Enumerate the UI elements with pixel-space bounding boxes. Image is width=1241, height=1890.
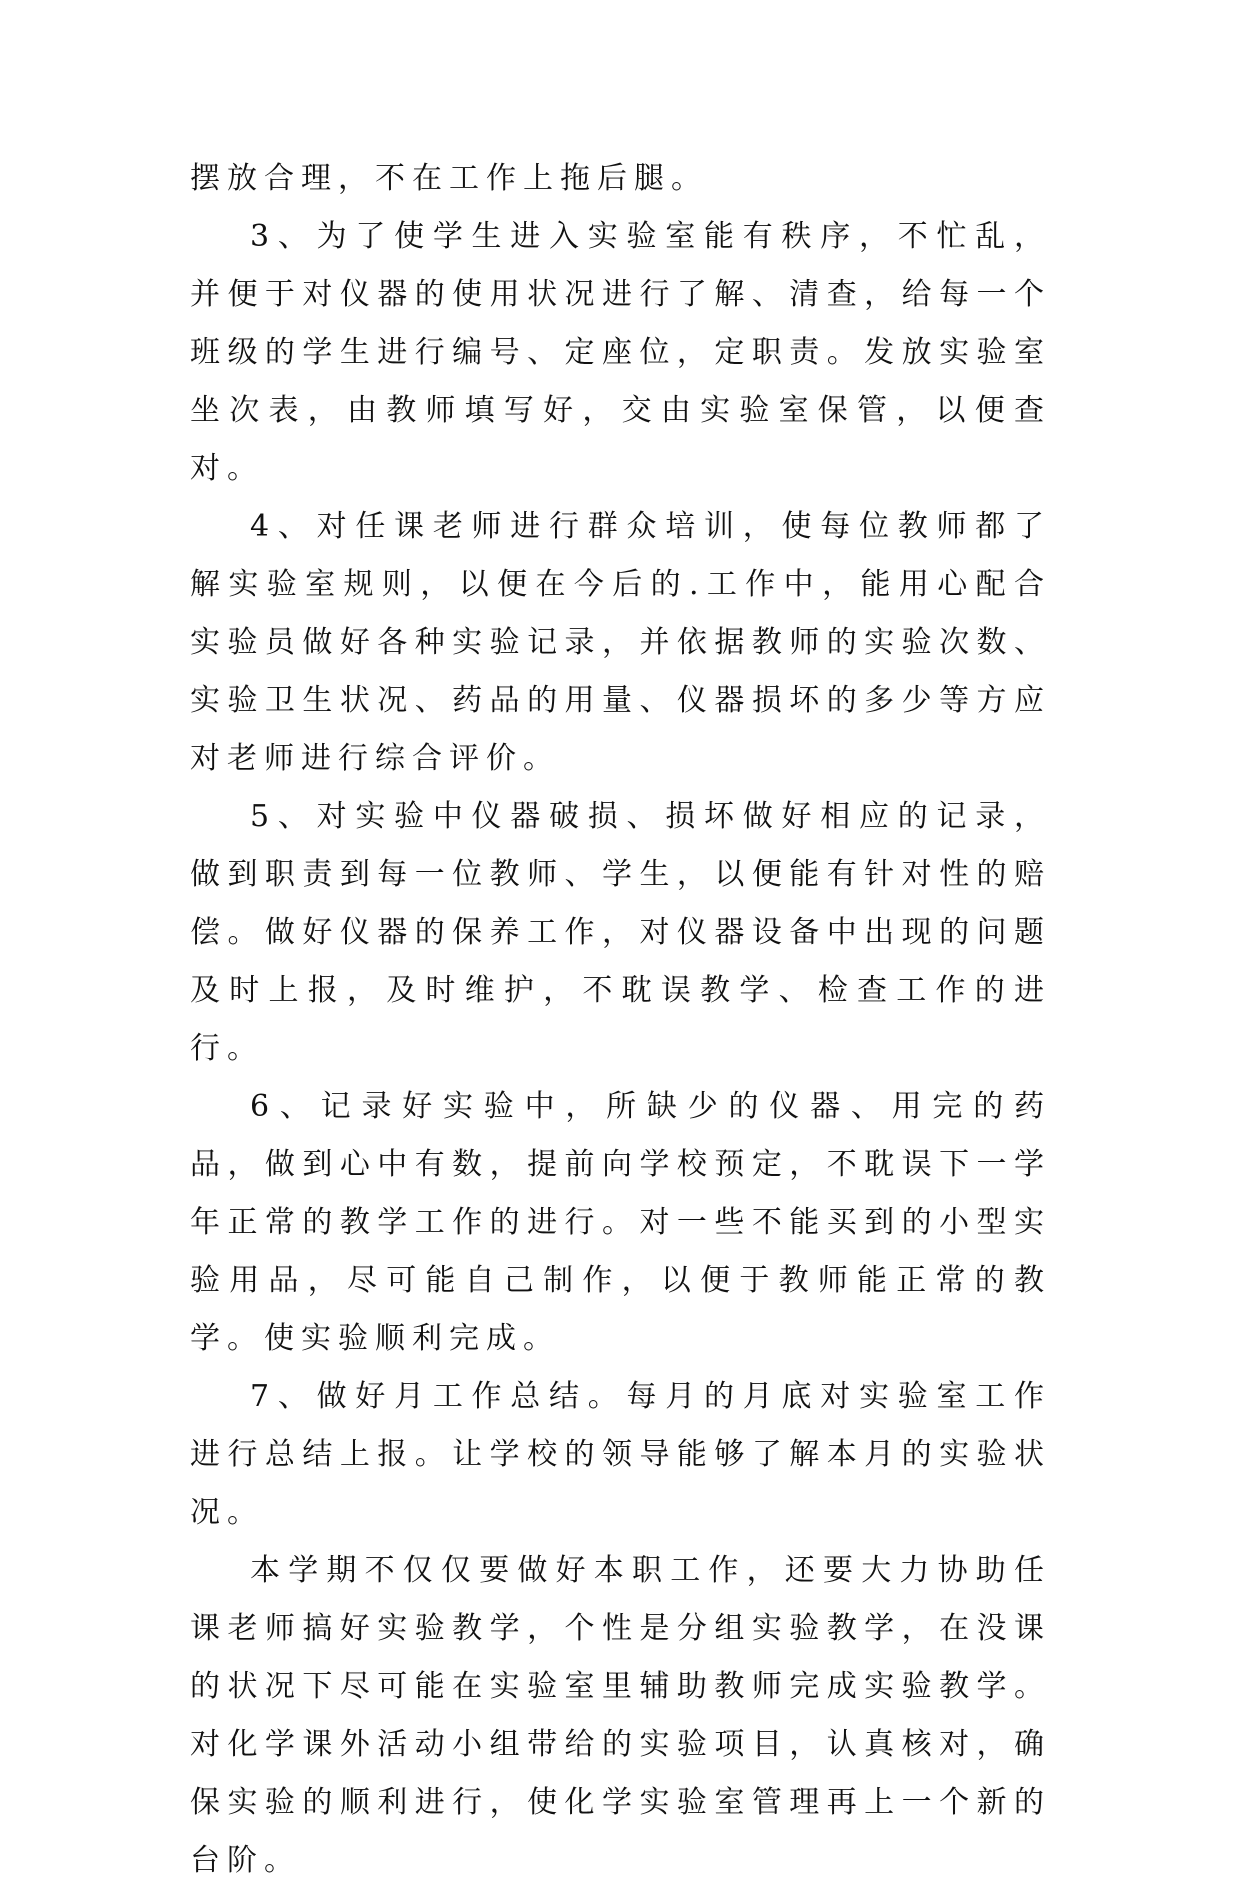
document-body [190, 150, 1051, 1890]
paragraph-conclusion: 本学期不仅仅要做好本职工作，还要大力协助任课老师搞好实验教学，个性是分组实验教学，在没课的状况下尽可能在实验室里辅助教师完成实验教学。对化学课外活动小组带给的实验项目，认真核对，确保实验的顺利进行，使化学实验室管理再上一个新的台阶。 [190, 1553, 1051, 1878]
paragraph-item-7: 7、做好月工作总结。每月的月底对实验室工作进行总结上报。让学校的领导能够了解本月的实验状况。 [190, 1379, 1051, 1530]
paragraph-item-5: 5、对实验中仪器破损、损坏做好相应的记录，做到职责到每一位教师、学生，以便能有针对性的赔偿。做好仪器的保养工作，对仪器设备中出现的问题及时上报，及时维护，不耽误教学、检查工作的进行。 [190, 799, 1051, 1066]
paragraph-item-6: 6、记录好实验中，所缺少的仪器、用完的药品，做到心中有数，提前向学校预定，不耽误下一学年正常的教学工作的进行。对一些不能买到的小型实验用品，尽可能自己制作，以便于教师能正常的教学。使实验顺利完成。 [190, 1089, 1051, 1356]
paragraph-item-4: 4、对任课老师进行群众培训，使每位教师都了解实验室规则，以便在今后的.工作中，能用心配合实验员做好各种实验记录，并依据教师的实验次数、实验卫生状况、药品的用量、仪器损坏的多少等方应对老师进行综合评价。 [190, 509, 1051, 776]
paragraph-item-3: 3、为了使学生进入实验室能有秩序，不忙乱，并便于对仪器的使用状况进行了解、清查，给每一个班级的学生进行编号、定座位，定职责。发放实验室坐次表，由教师填写好，交由实验室保管，以便查对。 [190, 219, 1051, 486]
paragraph-continuation: 摆放合理，不在工作上拖后腿。 [190, 161, 708, 196]
